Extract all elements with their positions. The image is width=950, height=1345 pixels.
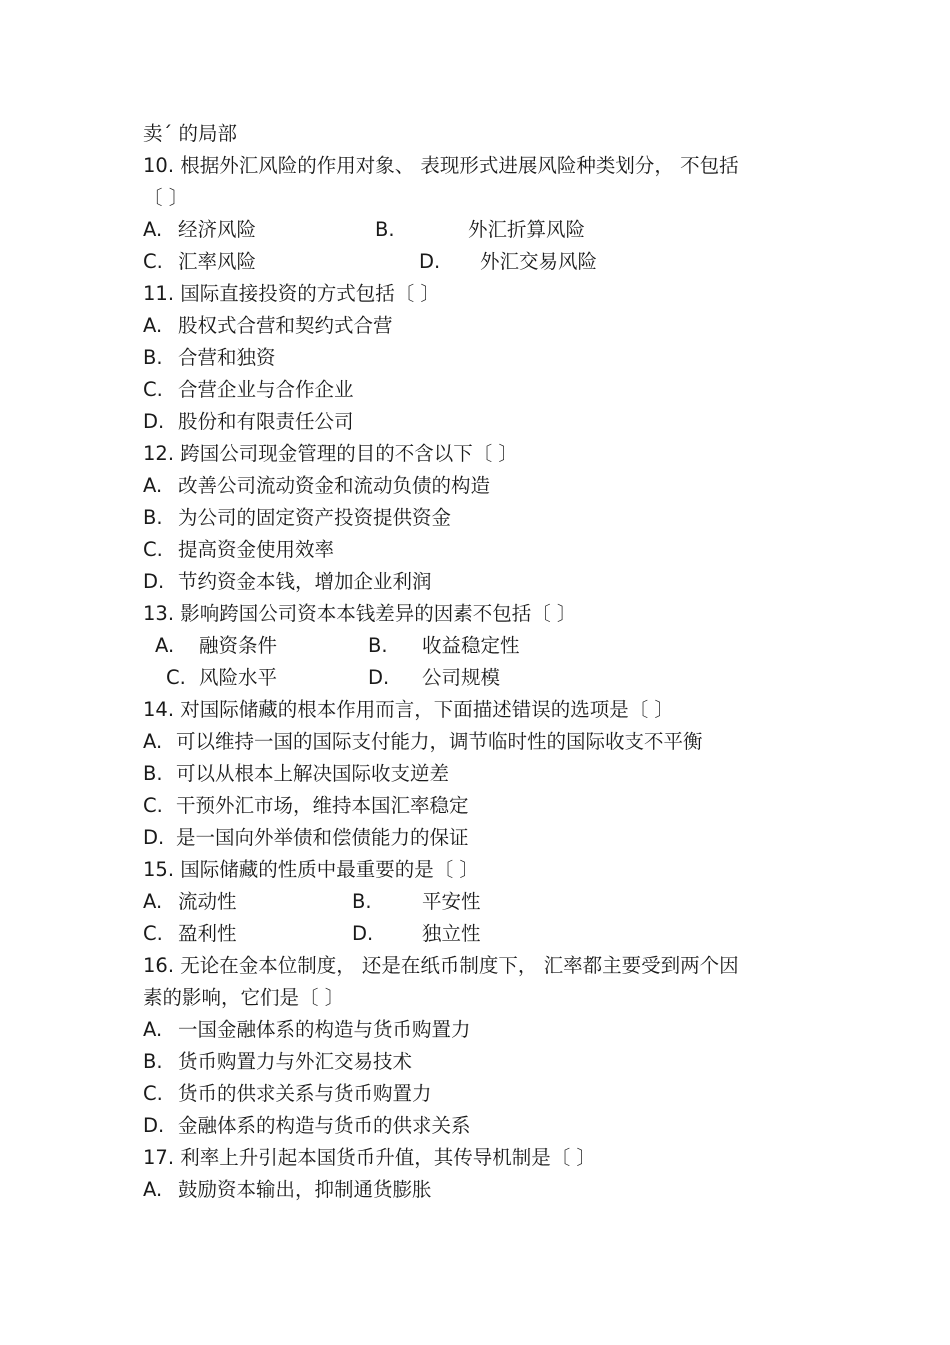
option-letter: A. [155, 634, 175, 657]
question-16-stem-cont: 素的影响，它们是〔 〕 [143, 986, 345, 1009]
option-text: 货币购置力与外汇交易技术 [178, 1050, 413, 1073]
option-text: 鼓励资本输出，抑制通货膨胀 [178, 1178, 432, 1201]
option-text: 平安性 [422, 890, 481, 913]
option-letter: C. [143, 794, 163, 817]
option-text: 风险水平 [199, 666, 278, 689]
option-text: 外汇交易风险 [480, 250, 598, 273]
option-text: 独立性 [422, 922, 481, 945]
question-15-stem: 15. 国际储藏的性质中最重要的是〔 〕 [143, 858, 479, 881]
question-10-stem-cont: 〔 〕 [143, 186, 189, 209]
option-text: 汇率风险 [178, 250, 257, 273]
option-text: 股权式合营和契约式合营 [178, 314, 393, 337]
option-text: 改善公司流动资金和流动负债的构造 [178, 474, 491, 497]
option-letter: B. [143, 346, 163, 369]
option-letter: A. [143, 1018, 163, 1041]
option-letter: C. [143, 922, 163, 945]
intro-line: 卖ˊ 的局部 [143, 122, 237, 145]
option-letter: A. [143, 218, 163, 241]
option-letter: B. [143, 506, 163, 529]
option-letter: C. [143, 378, 163, 401]
option-text: 一国金融体系的构造与货币购置力 [178, 1018, 471, 1041]
option-text: 干预外汇市场，维持本国汇率稳定 [176, 794, 469, 817]
option-letter: B. [143, 1050, 163, 1073]
option-text: 是一国向外举债和偿债能力的保证 [176, 826, 469, 849]
option-text: 节约资金本钱，增加企业利润 [178, 570, 432, 593]
option-letter: A. [143, 890, 163, 913]
option-letter: A. [143, 1178, 163, 1201]
question-16-stem: 16. 无论在金本位制度， 还是在纸币制度下， 汇率都主要受到两个因 [143, 954, 739, 977]
option-text: 经济风险 [178, 218, 257, 241]
option-letter: D. [352, 922, 374, 945]
question-10-stem: 10. 根据外汇风险的作用对象、 表现形式进展风险种类划分， 不包括 [143, 154, 739, 177]
option-text: 可以从根本上解决国际收支逆差 [176, 762, 450, 785]
question-11-stem: 11. 国际直接投资的方式包括〔 〕 [143, 282, 440, 305]
option-letter: B. [375, 218, 395, 241]
option-letter: D. [143, 410, 165, 433]
option-letter: D. [143, 570, 165, 593]
option-text: 公司规模 [422, 666, 501, 689]
option-text: 融资条件 [199, 634, 278, 657]
option-text: 股份和有限责任公司 [178, 410, 354, 433]
option-letter: B. [143, 762, 163, 785]
option-letter: C. [143, 250, 163, 273]
option-letter: D. [143, 826, 165, 849]
option-text: 盈利性 [178, 922, 237, 945]
option-letter: D. [368, 666, 390, 689]
option-letter: C. [166, 666, 186, 689]
option-letter: D. [419, 250, 441, 273]
option-letter: D. [143, 1114, 165, 1137]
question-17-stem: 17. 利率上升引起本国货币升值，其传导机制是〔 〕 [143, 1146, 596, 1169]
option-letter: A. [143, 730, 163, 753]
option-letter: B. [352, 890, 372, 913]
option-text: 为公司的固定资产投资提供资金 [178, 506, 452, 529]
option-text: 收益稳定性 [422, 634, 520, 657]
option-letter: C. [143, 1082, 163, 1105]
option-letter: C. [143, 538, 163, 561]
option-letter: A. [143, 314, 163, 337]
option-letter: A. [143, 474, 163, 497]
option-text: 提高资金使用效率 [178, 538, 335, 561]
option-text: 流动性 [178, 890, 237, 913]
question-14-stem: 14. 对国际储藏的根本作用而言，下面描述错误的选项是〔 〕 [143, 698, 674, 721]
option-letter: B. [368, 634, 388, 657]
question-13-stem: 13. 影响跨国公司资本本钱差异的因素不包括〔 〕 [143, 602, 577, 625]
option-text: 合营企业与合作企业 [178, 378, 354, 401]
question-12-stem: 12. 跨国公司现金管理的目的不含以下〔 〕 [143, 442, 518, 465]
option-text: 可以维持一国的国际支付能力，调节临时性的国际收支不平衡 [176, 730, 703, 753]
option-text: 金融体系的构造与货币的供求关系 [178, 1114, 471, 1137]
option-text: 外汇折算风险 [468, 218, 586, 241]
option-text: 合营和独资 [178, 346, 276, 369]
option-text: 货币的供求关系与货币购置力 [178, 1082, 432, 1105]
